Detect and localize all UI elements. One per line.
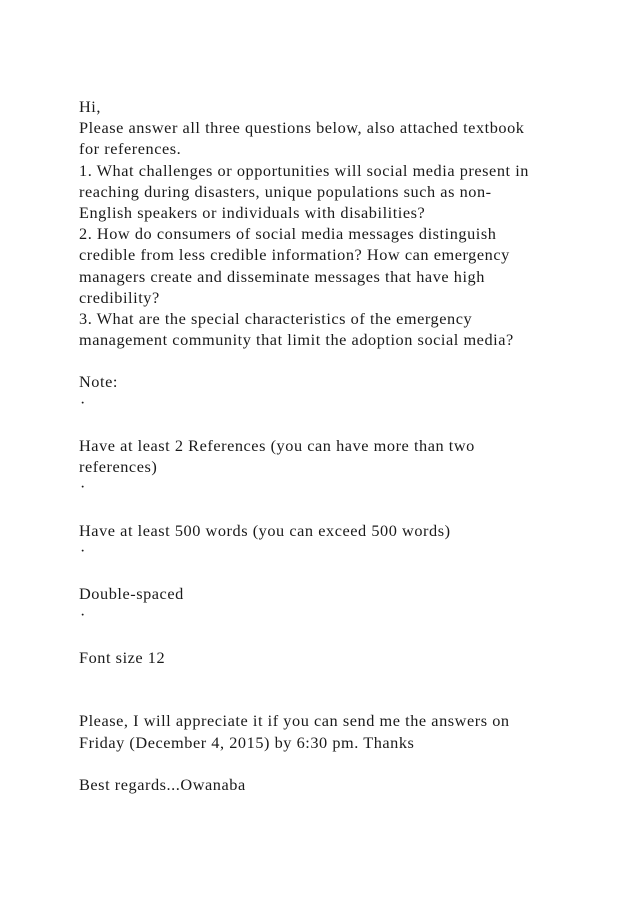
intro-line: Please answer all three questions below, also attached textbook (79, 118, 525, 138)
question-2-line: credible from less credible information? How can emergency (79, 245, 510, 265)
bullet-dot: · (80, 394, 86, 412)
spacer (79, 414, 599, 435)
question-1-line: reaching during disasters, unique populations such as non- (79, 181, 492, 201)
question-1-line: 1. What challenges or opportunities will social media present in (79, 160, 529, 180)
spacer (79, 689, 599, 710)
question-1-line: English speakers or individuals with disabilities? (79, 202, 426, 222)
bullet-dot: · (80, 542, 86, 560)
question-2-line: 2. How do consumers of social media messages distinguish (79, 224, 497, 244)
bullet-dot: · (80, 479, 86, 497)
note-item-spacing: Double-spaced (79, 584, 184, 604)
question-2-line: managers create and disseminate messages that have high (79, 266, 485, 286)
spacer (79, 668, 599, 689)
closing-line: Friday (December 4, 2015) by 6:30 pm. Thanks (79, 732, 415, 752)
bullet-dot: · (80, 606, 86, 624)
spacer (79, 562, 599, 583)
signoff: Best regards...Owanaba (79, 775, 246, 794)
spacer (79, 499, 599, 520)
question-3-line: 3. What are the special characteristics of the emergency (79, 308, 473, 328)
closing-line: Please, I will appreciate it if you can send me the answers on (79, 711, 510, 731)
note-item-references: Have at least 2 References (you can have more than two (79, 436, 475, 455)
question-2-line: credibility? (79, 287, 160, 307)
note-item-references: references) (79, 457, 158, 477)
spacer (79, 350, 599, 371)
question-3-line: management community that limit the adoption social media? (79, 330, 514, 350)
note-item-font-size: Font size 12 (79, 647, 166, 667)
greeting: Hi, (79, 97, 102, 116)
note-label: Note: (79, 372, 118, 392)
letter-body (79, 96, 599, 795)
intro-line: for references. (79, 139, 182, 159)
spacer (79, 626, 599, 647)
spacer (79, 753, 599, 774)
note-item-word-count: Have at least 500 words (you can exceed 500 words) (79, 520, 451, 540)
